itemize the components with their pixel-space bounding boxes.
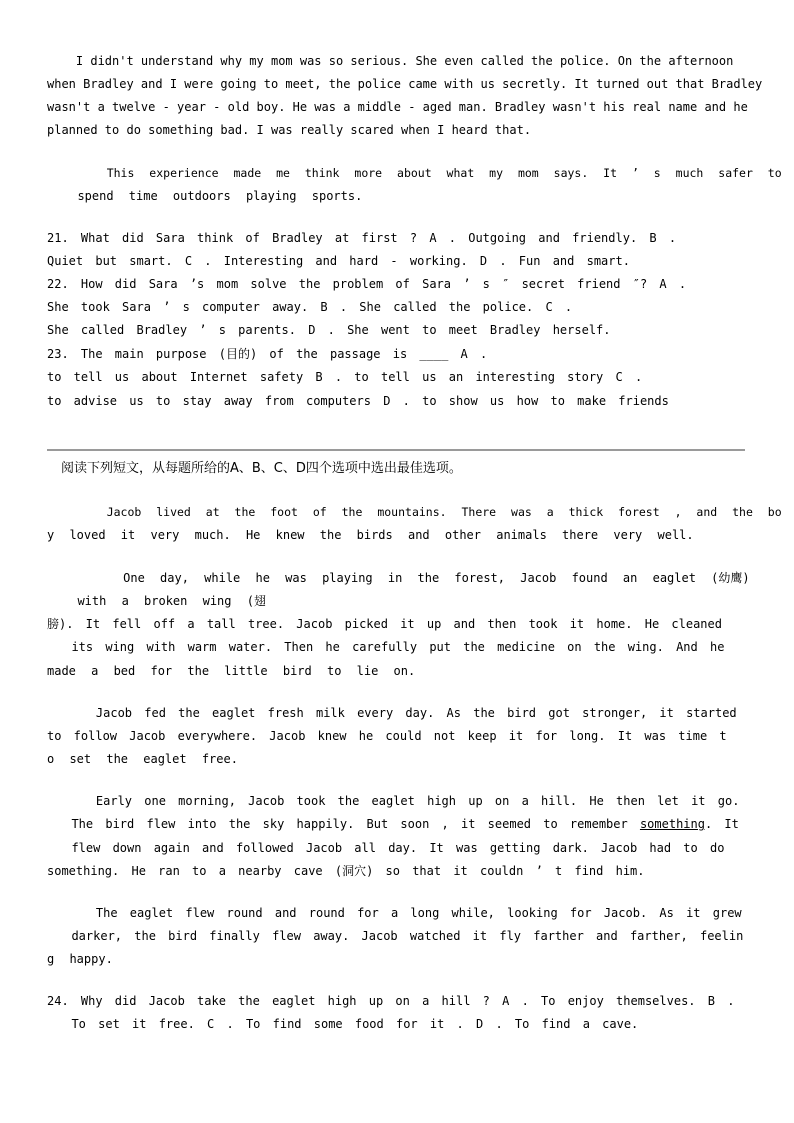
passage2-p2-line2: with a broken wing (翅 (47, 594, 266, 608)
question-22-line3: She called Bradley ’ s parents. D . She went to meet Bradley herself. (47, 323, 611, 337)
passage2-p2-line5: made a bed for the little bird to lie on. (47, 664, 416, 678)
passage2-p4-line1: Early one morning, Jacob took the eaglet high up on a hill. He then let it go. (47, 794, 740, 808)
passage2-p5-line3: g happy. (47, 952, 113, 966)
passage1-p2-line1: This experience made me think more about what my mom says. It ’ s much safer to (47, 166, 782, 180)
passage2-p2-line1: One day, while he was playing in the forest, Jacob found an eaglet (幼鹰) (47, 571, 750, 585)
passage2-p1-line2: y loved it very much. He knew the birds and other animals there very well. (47, 528, 694, 542)
passage2-p3-line1: Jacob fed the eaglet fresh milk every day. As the bird got stronger, it started (47, 706, 737, 720)
passage2-p5-line1: The eaglet flew round and round for a long while, looking for Jacob. As it grew (47, 906, 742, 920)
question-21-line2: Quiet but smart. C . Interesting and hard - working. D . Fun and smart. (47, 254, 630, 268)
question-23-line3: to advise us to stay away from computers D . to show us how to make friends (47, 394, 669, 408)
question-21-line1: 21. What did Sara think of Bradley at first ? A . Outgoing and friendly. B . (47, 231, 677, 245)
passage2-p5-line2: darker, the bird finally flew away. Jacob watched it fly farther and farther, feelin (47, 929, 744, 943)
passage2-p2-line4: its wing with warm water. Then he carefully put the medicine on the wing. And he (47, 640, 725, 654)
question-24-line2: To set it free. C . To find some food for it . D . To find a cave. (47, 1017, 639, 1031)
passage2-p4-line2-tail: . It (704, 817, 739, 831)
question-22-line1: 22. How did Sara ’s mom solve the problem of Sara ’ s ″ secret friend ″? A . (47, 277, 687, 291)
passage2-p4-line2-text: The bird flew into the sky happily. But soon , it seemed to remember (47, 817, 640, 831)
section-divider (47, 449, 745, 451)
passage1-p1-line4: planned to do something bad. I was really scared when I heard that. (47, 123, 532, 137)
question-23-line1: 23. The main purpose (目的) of the passage is ____ A . (47, 347, 488, 361)
passage2-p2-line3: 膀). It fell off a tall tree. Jacob picked it up and then took it home. He cleaned (47, 617, 722, 631)
underlined-word-something: something (639, 817, 705, 831)
passage2-p3-line2: to follow Jacob everywhere. Jacob knew he could not keep it for long. It was time t (47, 729, 727, 743)
question-24-line1: 24. Why did Jacob take the eaglet high up on a hill ? A . To enjoy themselves. B . (47, 994, 735, 1008)
question-22-line2: She took Sara ’ s computer away. B . She called the police. C . (47, 300, 573, 314)
passage2-p4-line3: flew down again and followed Jacob all day. It was getting dark. Jacob had to do (47, 841, 725, 855)
passage2-p4-line4: something. He ran to a nearby cave (洞穴) so that it couldn ’ t find him. (47, 864, 645, 878)
passage2-p4-line2 (47, 816, 739, 832)
section-instruction: 阅读下列短文，从每题所给的A、B、C、D四个选项中选出最佳选项。 (61, 461, 462, 476)
passage1-p2-line2: spend time outdoors playing sports. (47, 189, 363, 203)
passage1-p1-line1: I didn't understand why my mom was so serious. She even called the police. On the afternoon (47, 54, 734, 68)
passage2-p3-line3: o set the eaglet free. (47, 752, 238, 766)
passage2-p1-line1: Jacob lived at the foot of the mountains. There was a thick forest , and the bo (47, 505, 782, 519)
passage1-p1-line2: when Bradley and I were going to meet, the police came with us secretly. It turned out that Bradley (47, 77, 763, 91)
question-23-line2: to tell us about Internet safety B . to tell us an interesting story C . (47, 370, 643, 384)
passage1-p1-line3: wasn't a twelve - year - old boy. He was a middle - aged man. Bradley wasn't his real name and he (47, 100, 748, 114)
